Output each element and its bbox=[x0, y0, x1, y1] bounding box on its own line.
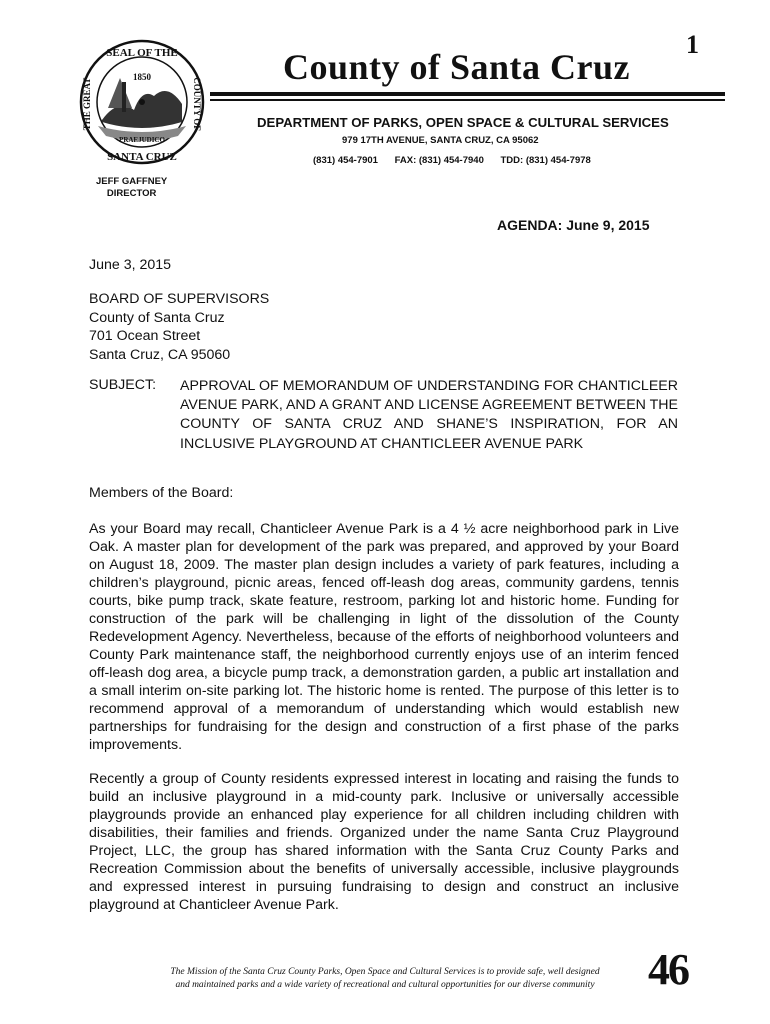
mission-statement bbox=[150, 966, 620, 992]
department-address: 979 17TH AVENUE, SANTA CRUZ, CA 95062 bbox=[342, 135, 539, 146]
seal-year: 1850 bbox=[133, 72, 151, 82]
county-seal bbox=[78, 38, 206, 166]
greeting: Members of the Board: bbox=[89, 485, 234, 501]
recipient-line: BOARD OF SUPERVISORS bbox=[89, 291, 270, 307]
recipient-line: 701 Ocean Street bbox=[89, 328, 201, 344]
director-title: DIRECTOR bbox=[106, 188, 157, 199]
seal-left-text: THE GREAT bbox=[82, 77, 92, 131]
letter-date: June 3, 2015 bbox=[89, 257, 172, 273]
county-title: County of Santa Cruz bbox=[283, 47, 631, 87]
seal-bottom-text: SANTA CRUZ bbox=[107, 151, 177, 163]
header-rule bbox=[210, 92, 725, 96]
seal-right-text: COUNTY OF bbox=[192, 77, 202, 131]
page-number: 1 bbox=[686, 30, 699, 59]
recipient-line: County of Santa Cruz bbox=[89, 309, 225, 326]
director-name: JEFF GAFFNEY bbox=[96, 176, 168, 187]
body-paragraph: Recently a group of County residents expressed interest in locating and raising the funds to build an inclusive playground in a mid-county park. Inclusive or universally accessible playgrounds provide an enhanced play experience for all children including children with disabilities, their families and friends. Organized under the name Santa Cruz Playground Project, LLC, the group has shared information with the Santa Cruz County Parks and Recreation Commission about the benefits of universally accessible, inclusive playgrounds and expressed interest in pursuing fundraising to design and construct an inclusive playground at Chanticleer Avenue Park. bbox=[89, 771, 679, 913]
mission-line: and maintained parks and a wide variety of recreational and cultural opportunities for our diverse community bbox=[175, 980, 595, 990]
phone-number: (831) 454-7901 bbox=[313, 155, 378, 166]
seal-motto: PRAEJUDICO bbox=[119, 136, 165, 144]
contact-numbers bbox=[313, 155, 605, 166]
agenda-date: AGENDA: June 9, 2015 bbox=[497, 217, 650, 233]
seal-top-text: SEAL OF THE bbox=[106, 47, 178, 59]
tdd-number: TDD: (831) 454-7978 bbox=[500, 155, 591, 166]
header-rule-thin bbox=[210, 99, 725, 101]
recipient-address bbox=[89, 290, 269, 364]
body-paragraph: As your Board may recall, Chanticleer Avenue Park is a 4 ½ acre neighborhood park in Live Oak. A master plan for development of the park was prepared, and approved by your Board on August 18, 2009. The master plan design includes a variety of park features, including a children’s playground, picnic areas, fenced off-leash dog areas, community gardens, tennis courts, bike pump track, skate feature, restroom, parking lot and historic home. Funding for construction of the park will be challenging in light of the dissolution of the County Redevelopment Agency. Nevertheless, because of the efforts of neighborhood volunteers and County Park maintenance staff, the neighborhood currently enjoys use of an interim fenced off-leash dog area, a bicycle pump track, a demonstration garden, a public art installation and a small interim on-site parking lot. The historic home is rented. The purpose of this letter is to recommend approval of a memorandum of understanding which would establish new partnerships for fundraising for the design and construction of a first phase of the parks improvements. bbox=[89, 521, 679, 753]
subject-text: APPROVAL OF MEMORANDUM OF UNDERSTANDING FOR CHANTICLEER AVENUE PARK, AND A GRANT AND LICENSE AGREEMENT BETWEEN THE COUNTY OF SANTA CRUZ AND SHANE’S INSPIRATION, FOR AN INCLUSIVE PLAYGROUND AT CHANTICLEER AVENUE PARK bbox=[180, 378, 678, 452]
fax-number: FAX: (831) 454-7940 bbox=[394, 155, 484, 166]
recipient-line: Santa Cruz, CA 95060 bbox=[89, 346, 231, 363]
director-block bbox=[96, 176, 167, 200]
department-name: DEPARTMENT OF PARKS, OPEN SPACE & CULTURAL SERVICES bbox=[257, 115, 669, 130]
handwritten-page-number: 46 bbox=[648, 945, 688, 994]
subject-label: SUBJECT: bbox=[89, 377, 157, 393]
mission-line: The Mission of the Santa Cruz County Parks, Open Space and Cultural Services is to provide safe, well designed bbox=[170, 967, 600, 977]
